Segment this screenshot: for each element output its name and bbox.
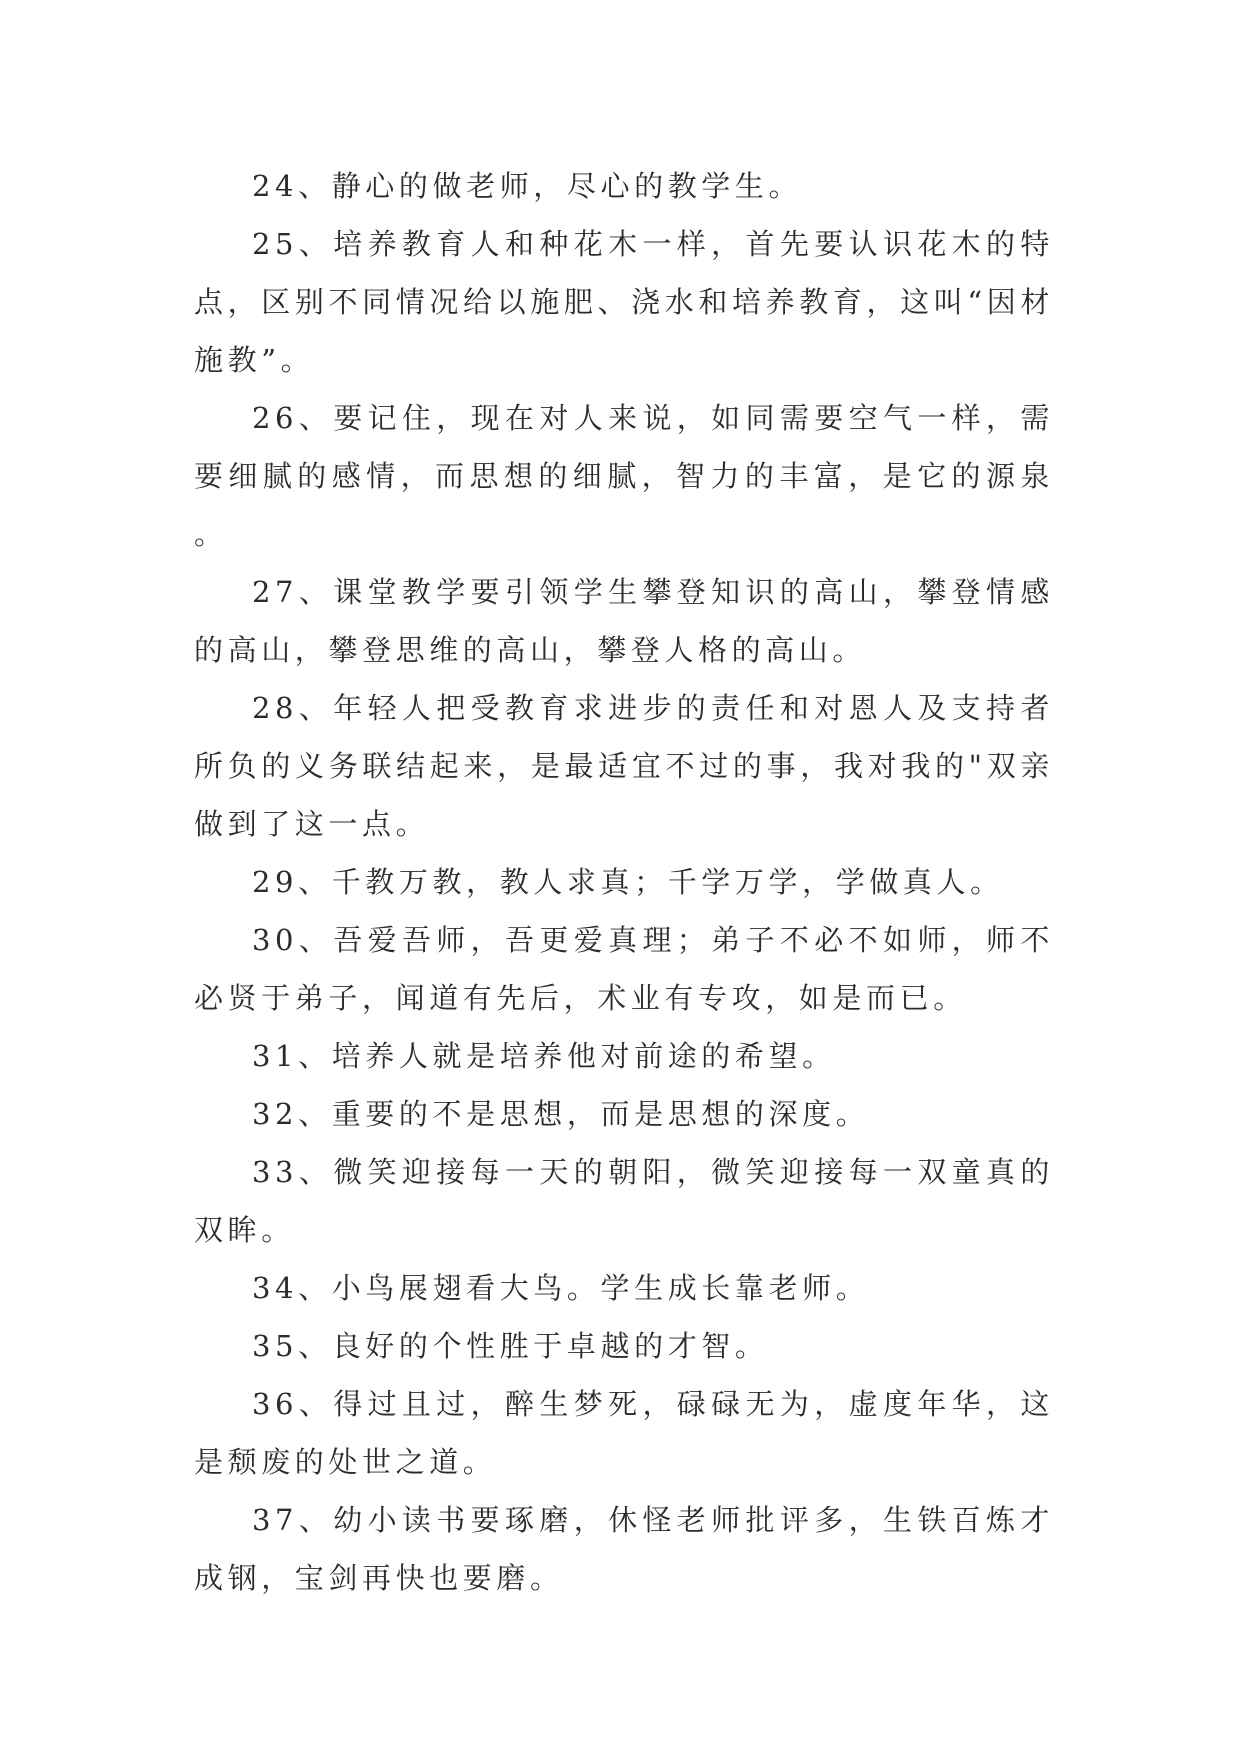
- quote-paragraph-29: 29、千教万教，教人求真；千学万学，学做真人。: [252, 865, 1004, 899]
- quote-paragraph-26: 26、要记住，现在对人来说，如同需要空气一样，需要细腻的感情，而思想的细腻，智力的丰富，是它的源泉。: [194, 401, 1054, 551]
- document-body: [194, 157, 1054, 1607]
- quote-paragraph-24: 24、静心的做老师，尽心的教学生。: [252, 169, 803, 203]
- quote-paragraph-36: 36、得过且过，醉生梦死，碌碌无为，虚度年华，这是颓废的处世之道。: [194, 1387, 1054, 1479]
- quote-paragraph-27: 27、课堂教学要引领学生攀登知识的高山，攀登情感的高山，攀登思维的高山，攀登人格的高山。: [194, 575, 1054, 667]
- quote-paragraph-30: 30、吾爱吾师，吾更爱真理；弟子不必不如师，师不必贤于弟子，闻道有先后，术业有专攻，如是而已。: [194, 923, 1054, 1015]
- quote-paragraph-28: 28、年轻人把受教育求进步的责任和对恩人及支持者所负的义务联结起来，是最适宜不过的事，我对我的"双亲做到了这一点。: [194, 691, 1054, 841]
- quote-paragraph-37: 37、幼小读书要琢磨，休怪老师批评多，生铁百炼才成钢，宝剑再快也要磨。: [194, 1503, 1054, 1595]
- quote-paragraph-34: 34、小鸟展翅看大鸟。学生成长靠老师。: [252, 1271, 870, 1305]
- quote-paragraph-25: 25、培养教育人和种花木一样，首先要认识花木的特点，区别不同情况给以施肥、浇水和培养教育，这叫“因材施教”。: [194, 227, 1054, 377]
- quote-paragraph-32: 32、重要的不是思想，而是思想的深度。: [252, 1097, 870, 1131]
- quote-paragraph-35: 35、良好的个性胜于卓越的才智。: [252, 1329, 769, 1363]
- quote-paragraph-31: 31、培养人就是培养他对前途的希望。: [252, 1039, 836, 1073]
- quote-paragraph-33: 33、微笑迎接每一天的朝阳，微笑迎接每一双童真的双眸。: [194, 1155, 1054, 1247]
